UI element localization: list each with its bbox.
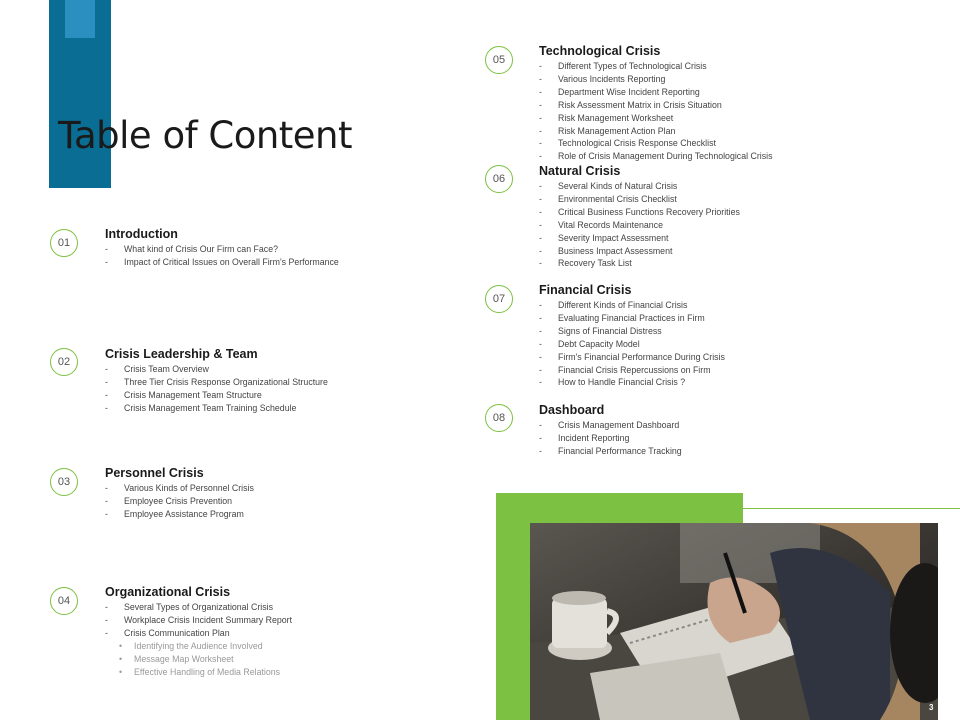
list-item: - Crisis Team Overview: [105, 363, 485, 376]
page-title: Table of Content: [58, 114, 353, 157]
green-frame-line: [514, 508, 960, 509]
list-item: - Various Incidents Reporting: [539, 73, 919, 86]
list-item: - Employee Crisis Prevention: [105, 495, 485, 508]
section-items: [539, 180, 919, 270]
list-item: - Incident Reporting: [539, 432, 919, 445]
list-item: - Severity Impact Assessment: [539, 232, 919, 245]
section-number-05: 05: [485, 46, 513, 74]
list-item: - Crisis Communication Plan: [105, 627, 485, 640]
section-title: Natural Crisis: [539, 164, 621, 178]
section-financial-crisis: [539, 283, 919, 389]
section-items: [539, 299, 919, 389]
list-item: - Crisis Management Dashboard: [539, 419, 919, 432]
section-technological-crisis: [539, 44, 919, 163]
list-item: - How to Handle Financial Crisis ?: [539, 376, 919, 389]
section-number-03: 03: [50, 468, 78, 496]
section-crisis-leadership: [105, 347, 485, 415]
list-item: - Technological Crisis Response Checklist: [539, 137, 919, 150]
section-personnel-crisis: [105, 466, 485, 521]
section-items: [539, 60, 919, 163]
section-items: [105, 243, 485, 269]
list-item: - Recovery Task List: [539, 257, 919, 270]
section-title: Financial Crisis: [539, 283, 632, 297]
list-item: - Employee Assistance Program: [105, 508, 485, 521]
section-items: [105, 482, 485, 521]
section-introduction: [105, 227, 485, 269]
section-title: Introduction: [105, 227, 178, 241]
list-item: - Different Types of Technological Crisis: [539, 60, 919, 73]
list-item: - Debt Capacity Model: [539, 338, 919, 351]
list-item: - Various Kinds of Personnel Crisis: [105, 482, 485, 495]
list-item: - Different Kinds of Financial Crisis: [539, 299, 919, 312]
list-item: - Financial Performance Tracking: [539, 445, 919, 458]
section-items: [105, 363, 485, 415]
list-item: - Environmental Crisis Checklist: [539, 193, 919, 206]
list-item: - Firm's Financial Performance During Crisis: [539, 351, 919, 364]
list-item: - Financial Crisis Repercussions on Firm: [539, 364, 919, 377]
section-dashboard: [539, 403, 919, 458]
list-item: - What kind of Crisis Our Firm can Face?: [105, 243, 485, 256]
list-item: - Three Tier Crisis Response Organizational Structure: [105, 376, 485, 389]
section-number-06: 06: [485, 165, 513, 193]
list-item: - Several Types of Organizational Crisis: [105, 601, 485, 614]
list-item: - Department Wise Incident Reporting: [539, 86, 919, 99]
section-organizational-crisis: [105, 585, 485, 678]
section-title: Organizational Crisis: [105, 585, 231, 599]
section-number-08: 08: [485, 404, 513, 432]
sub-list-item: • Effective Handling of Media Relations: [105, 666, 485, 679]
meeting-photo: [530, 523, 938, 720]
list-item: - Risk Assessment Matrix in Crisis Situation: [539, 99, 919, 112]
section-number-04: 04: [50, 587, 78, 615]
section-title: Crisis Leadership & Team: [105, 347, 258, 361]
list-item: - Workplace Crisis Incident Summary Report: [105, 614, 485, 627]
list-item: - Business Impact Assessment: [539, 245, 919, 258]
green-frame-line: [514, 508, 515, 720]
section-title: Personnel Crisis: [105, 466, 204, 480]
sub-list-item: • Message Map Worksheet: [105, 653, 485, 666]
section-items: [539, 419, 919, 458]
section-number-02: 02: [50, 348, 78, 376]
section-number-01: 01: [50, 229, 78, 257]
list-item: - Role of Crisis Management During Technological Crisis: [539, 150, 919, 163]
list-item: - Crisis Management Team Training Schedule: [105, 402, 485, 415]
page-number: 3: [929, 703, 934, 712]
list-item: - Critical Business Functions Recovery Priorities: [539, 206, 919, 219]
sub-list-item: • Identifying the Audience Involved: [105, 640, 485, 653]
list-item: - Risk Management Action Plan: [539, 125, 919, 138]
section-title: Dashboard: [539, 403, 605, 417]
section-items: [105, 601, 485, 678]
section-natural-crisis: [539, 164, 919, 270]
list-item: - Vital Records Maintenance: [539, 219, 919, 232]
list-item: - Signs of Financial Distress: [539, 325, 919, 338]
section-title: Technological Crisis: [539, 44, 661, 58]
list-item: - Several Kinds of Natural Crisis: [539, 180, 919, 193]
list-item: - Impact of Critical Issues on Overall Firm's Performance: [105, 256, 485, 269]
section-number-07: 07: [485, 285, 513, 313]
list-item: - Evaluating Financial Practices in Firm: [539, 312, 919, 325]
list-item: - Risk Management Worksheet: [539, 112, 919, 125]
blue-accent-tab: [65, 0, 95, 38]
list-item: - Crisis Management Team Structure: [105, 389, 485, 402]
